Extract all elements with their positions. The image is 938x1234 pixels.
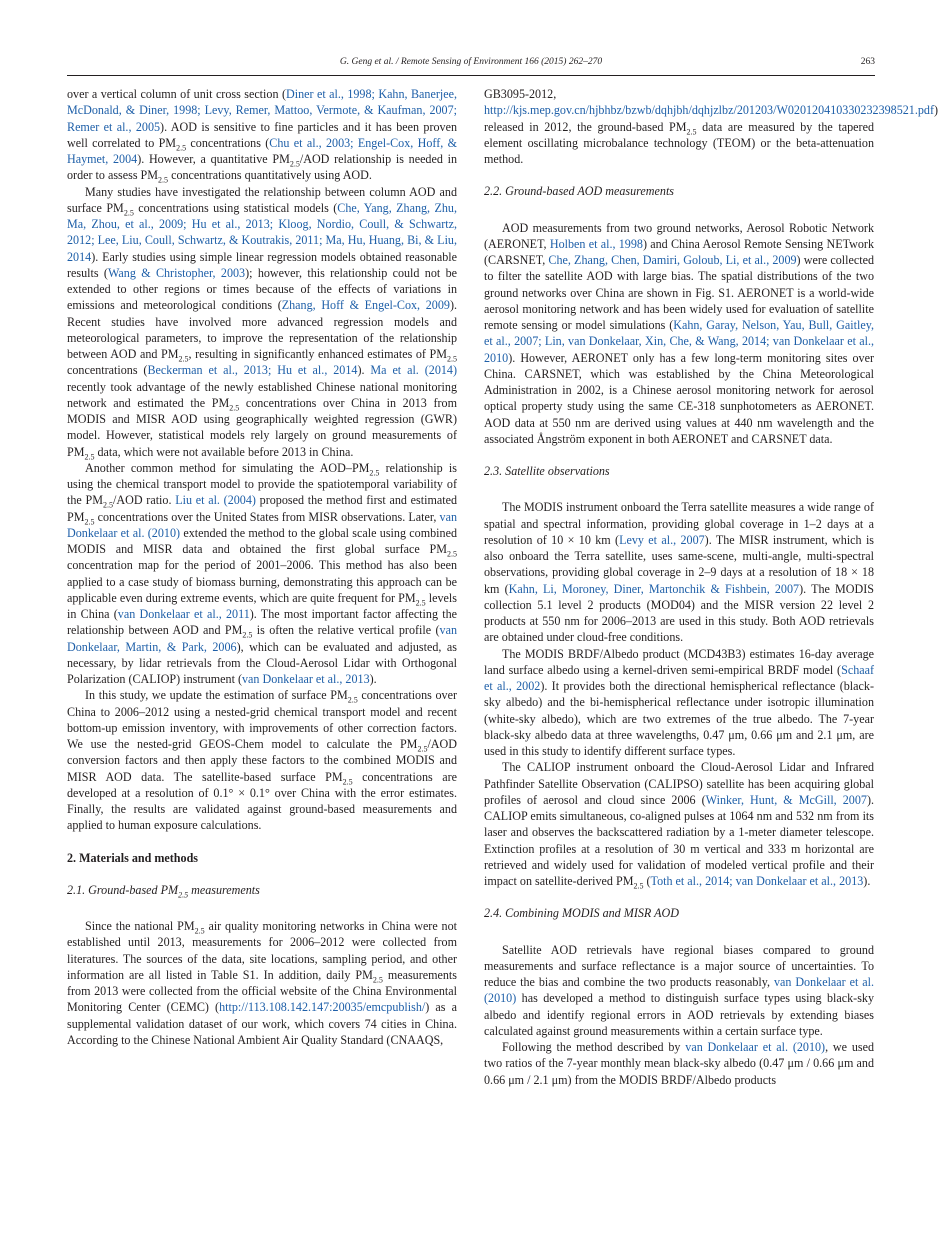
subscript: 2.5: [342, 776, 353, 786]
citation-link[interactable]: Wang & Christopher, 2003: [107, 265, 246, 280]
subscript: 2.5: [176, 143, 187, 153]
citation-link[interactable]: van Donkelaar et al., 2011: [117, 607, 250, 621]
subscript: 2.5: [84, 451, 95, 461]
paragraph: In this study, we update the estimation of surface $PM_{2.5}$ concentrations over China to 2006–2012 using a nested-grid chemical transport model and recent bottom-up emission inventory, with improvements of other correction factors. We use the nested-grid GEOS-Chem model to calculate the $PM_{2.5}$/AOD conversion factors and then apply these factors to the combined MODIS and MISR AOD data. The satellite-based surface $PM_{2.5}$ concentrations are developed at a resolution of 0.1° × 0.1° over China with the error estimates. Finally, the results are validated against ground-based measurements and applied to human exposure calculations.: [67, 688, 457, 833]
subscript: 2.5: [242, 630, 253, 640]
citation-link[interactable]: Zhang, Hoff & Engel-Cox, 2009: [281, 298, 450, 313]
subscript: 2.5: [633, 881, 644, 891]
running-header: [67, 57, 875, 73]
paragraph: GB3095-2012, http://kjs.mep.gov.cn/hjbhbz/bzwb/dqhjbh/dqhjzlbz/201203/W020120410330232398521.pdf) released in 2012, the ground-based $PM_{2.5}$ data are measured by the tapered element oscillating microbalance technology (TEOM) or the beta-attenuation method.: [484, 87, 938, 166]
citation-link[interactable]: Diner et al., 1998; Kahn, Banerjee, McDonald, & Diner, 1998; Levy, Remer, Mattoo, Vermote, & Kaufman, 2007; Remer et al., 2005: [67, 87, 457, 134]
subscript: 2.5: [447, 354, 457, 364]
subsection-heading: 2.4. Combining MODIS and MISR AOD: [484, 906, 679, 921]
subscript: 2.5: [372, 975, 383, 985]
subscript: 2.5: [686, 126, 697, 136]
paragraph: Following the method described by van Donkelaar et al. (2010), we used two ratios of the 7-year monthly mean black-sky albedo (0.47 μm / 0.66 μm and 0.66 μm / 2.1 μm) from the MODIS BRDF/Albedo products: [484, 1040, 874, 1087]
page-number: 263: [860, 57, 875, 67]
citation-link[interactable]: http://kjs.mep.gov.cn/hjbhbz/bzwb/dqhjbh/dqhjzlbz/201203/W020120410330232398521.pdf: [484, 103, 935, 118]
citation-link[interactable]: van Donkelaar et al. (2010): [685, 1040, 826, 1054]
citation-link[interactable]: Beckerman et al., 2013; Hu et al., 2014: [147, 363, 358, 378]
citation-link[interactable]: Winker, Hunt, & McGill, 2007: [705, 792, 867, 807]
subscript: 2.5: [178, 890, 189, 900]
subscript: 2.5: [158, 175, 169, 185]
subscript: 2.5: [84, 516, 95, 526]
paragraph: Satellite AOD retrievals have regional biases compared to ground measurements and surface reflectance is a major source of uncertainties. To reduce the bias and combine the two products reasonably, van Donkelaar et al. (2010) has developed a method to distinguish surface types using black-sky albedo and identify regional errors in AOD retrievals by extending biases calculated against ground measurements within a certain surface type.: [484, 942, 874, 1038]
citation-link[interactable]: Schaaf et al., 2002: [484, 662, 874, 693]
citation-link[interactable]: Kahn, Garay, Nelson, Yau, Bull, Gaitley, et al., 2007; Lin, van Donkelaar, Xin, Che, & Wang, 2014; van Donkelaar et al., 2010: [484, 318, 874, 365]
subscript: 2.5: [347, 695, 358, 705]
paragraph: AOD measurements from two ground networks, Aerosol Robotic Network (AERONET, Holben et al., 1998) and China Aerosol Remote Sensing NETwork (CARSNET, Che, Zhang, Chen, Damiri, Goloub, Li, et al., 2009) were collected to filter the satellite AOD with large bias. The spatial distributions of the two ground networks over China are shown in Fig. S1. AERONET is a world-wide aerosol monitoring network and has been widely used for evaluation of satellite remote sensing or model simulations (Kahn, Garay, Nelson, Yau, Bull, Gaitley, et al., 2007; Lin, van Donkelaar, Xin, Che, & Wang, 2014; van Donkelaar et al., 2010). However, AERONET only has a few long-term monitoring sites over China. CARSNET, which was established by the China Meteorological Administration in 2002, is a Chinese aerosol monitoring network for aerosol optical property study using the same CE-318 sunphotometers as AERONET. AOD data at 550 nm are derived using values at 440 nm wavelength and the associated Ångström exponent in both AERONET and CARSNET data.: [484, 220, 874, 446]
paragraph: The MODIS BRDF/Albedo product (MCD43B3) estimates 16-day average land surface albedo using a kernel-driven semi-empirical BRDF model (Schaaf et al., 2002). It provides both the directional hemispherical reflectance (black-sky albedo) and the bi-hemispherical reflectance under isotropic illumination (white-sky albedo), which are two extremes of the true albedo. The 7-year black-sky albedo data at three wavelengths, 0.47 μm, 0.66 μm and 2.1 μm, are used in this study to identify different surface types.: [484, 646, 874, 758]
subscript: 2.5: [194, 926, 205, 936]
citation-link[interactable]: van Donkelaar et al., 2013: [242, 672, 370, 686]
subscript: 2.5: [123, 208, 134, 218]
subscript: 2.5: [415, 598, 426, 608]
subscript: 2.5: [417, 744, 428, 754]
citation-link[interactable]: van Donkelaar et al. (2010): [484, 975, 874, 1006]
paragraph: Many studies have investigated the relationship between column AOD and surface $PM_{2.5}$ concentrations using statistical models (Che, Yang, Zhang, Zhu, Ma, Zhou, et al., 2009; Hu et al., 2013; Kloog, Nordio, Coull, & Schwartz, 2012; Lee, Liu, Coull, Schwartz, & Koutrakis, 2011; Ma, Hu, Huang, Bi, & Liu, 2014). Early studies using simple linear regression models obtained reasonable results (Wang & Christopher, 2003); however, this relationship could not be extended to other regions or times because of the effects of variations in emissions and meteorological conditions (Zhang, Hoff & Engel-Cox, 2009). Recent studies have involved more advanced regression models and meteorological parameters, to improve the representation of the relationship between AOD and $PM_{2.5}$, resulting in significantly enhanced estimates of $PM_{2.5}$ concentrations (Beckerman et al., 2013; Hu et al., 2014). Ma et al. (2014) recently took advantage of the newly established Chinese national monitoring network and estimated the $PM_{2.5}$ concentrations over China in 2013 from MODIS and MISR AOD using geographically weighted regression (GWR) model. However, statistical models rely largely on ground measurements of $PM_{2.5}$ data, which were not available before 2013 in China.: [67, 184, 457, 461]
citation-link[interactable]: Levy et al., 2007: [619, 532, 705, 547]
header-rule: [67, 75, 875, 76]
citation-link[interactable]: http://113.108.142.147:20035/emcpublish/: [219, 1000, 426, 1015]
citation-link[interactable]: Che, Yang, Zhang, Zhu, Ma, Zhou, et al., 2009; Hu et al., 2013; Kloog, Nordio, Coull, & Schwartz, 2012; Lee, Liu, Coull, Schwartz, & Koutrakis, 2011; Ma, Hu, Huang, Bi, & Liu, 2014: [67, 200, 457, 264]
subsection-heading: 2.3. Satellite observations: [484, 464, 610, 478]
subscript: 2.5: [289, 159, 300, 169]
running-title: G. Geng et al. / Remote Sensing of Environment 166 (2015) 262–270: [339, 57, 603, 67]
citation-link[interactable]: van Donkelaar et al. (2010): [67, 509, 457, 540]
section-heading: 2. Materials and methods: [67, 850, 199, 865]
citation-link[interactable]: Chu et al., 2003; Engel-Cox, Hoff, & Haymet, 2004: [67, 135, 457, 166]
subscript: 2.5: [178, 354, 189, 364]
subscript: 2.5: [103, 500, 113, 510]
paragraph: over a vertical column of unit cross section (Diner et al., 1998; Kahn, Banerjee, McDonald, & Diner, 1998; Levy, Remer, Mattoo, Vermote, & Kaufman, 2007; Remer et al., 2005). AOD is sensitive to fine particles and it has been proven well correlated to $PM_{2.5}$ concentrations (Chu et al., 2003; Engel-Cox, Hoff, & Haymet, 2004). However, a quantitative $PM_{2.5}$/AOD relationship is needed in order to assess $PM_{2.5}$ concentrations quantitatively using AOD.: [67, 87, 457, 185]
citation-link[interactable]: Ma et al. (2014): [370, 363, 457, 378]
subscript: 2.5: [369, 468, 380, 478]
citation-link[interactable]: Toth et al., 2014; van Donkelaar et al., 2013: [650, 874, 864, 888]
paragraph: The MODIS instrument onboard the Terra satellite measures a wide range of spatial and spectral information, providing global coverage in 1–2 days at a resolution of 10 × 10 km (Levy et al., 2007). The MISR instrument, which is also onboard the Terra satellite, uses same-scene, multi-angle, multi-spectral observations, providing global coverage in 2–9 days at a resolution of 18 × 18 km (Kahn, Li, Moroney, Diner, Martonchik & Fishbein, 2007). The MODIS collection 5.1 level 2 products (MOD04) and the MISR version 22 level 2 products at 550 nm for 2006–2013 are used in this study. Both AOD retrievals are obtained under cloud-free conditions.: [484, 500, 875, 645]
paragraph: Another common method for simulating the AOD–$PM_{2.5}$ relationship is using the chemical transport model to provide the spatiotemporal variability of the $PM_{2.5}$/AOD ratio. Liu et al. (2004) proposed the method first and estimated $PM_{2.5}$ concentrations over the United States from MISR observations. Later, van Donkelaar et al. (2010) extended the method to the global scale using combined MODIS and MISR data and obtained the first global surface $PM_{2.5}$ concentration map for the period of 2001–2006. This method has also been applied to a case study of biomass burning, demonstrating this approach can be applicable even during extreme events, which are quite frequent for $PM_{2.5}$ levels in China (van Donkelaar et al., 2011). The most important factor affecting the relationship between AOD and $PM_{2.5}$ is often the relative vertical profile (van Donkelaar, Martin, & Park, 2006), which can be evaluated and adjusted, as necessary, by lidar retrievals from the Cloud-Aerosol Lidar with Orthogonal Polarization (CALIOP) instrument (van Donkelaar et al., 2013).: [67, 460, 458, 686]
citation-link[interactable]: Che, Zhang, Chen, Damiri, Goloub, Li, et al., 2009: [548, 253, 797, 267]
subsection-heading: 2.2. Ground-based AOD measurements: [484, 184, 675, 199]
right-column: [484, 86, 938, 1088]
left-column: [67, 86, 457, 1048]
citation-link[interactable]: Liu et al. (2004): [175, 493, 256, 508]
subscript: 2.5: [447, 549, 457, 559]
subscript: 2.5: [229, 403, 240, 413]
citation-link[interactable]: Kahn, Li, Moroney, Diner, Martonchik & Fishbein, 2007: [508, 581, 800, 596]
citation-link[interactable]: van Donkelaar, Martin, & Park, 2006: [67, 623, 457, 654]
paragraph: Since the national $PM_{2.5}$ air quality monitoring networks in China were not established until 2013, measurements for 2006–2012 were collected from literatures. The sources of the data, site locations, sampling period, and other information are all listed in Table S1. In addition, daily $PM_{2.5}$ measurements from 2013 were collected from the official website of the China Environmental Monitoring Center (CEMC) (http://113.108.142.147:20035/emcpublish/) as a supplemental validation dataset of our work, which covers 74 cities in China. According to the Chinese National Ambient Air Quality Standard (CNAAQS,: [67, 919, 458, 1047]
subsection-heading: 2.1. Ground-based $PM_{2.5}$ measurements: [67, 882, 260, 900]
citation-link[interactable]: Holben et al., 1998: [549, 236, 643, 251]
paragraph: The CALIOP instrument onboard the Cloud-Aerosol Lidar and Infrared Pathfinder Satellite Observation (CALIPSO) satellite has been acquiring global profiles of aerosol and cloud since 2006 (Winker, Hunt, & McGill, 2007). CALIOP emits simultaneous, co-aligned pulses at 1064 nm and 532 nm from its laser and observes the backscattered radiation by a 1-meter diameter telescope. Extinction profiles at a resolution of 30 m vertical and 333 m horizontal are retrieved and widely used for validation of modeled vertical profile and their impact on satellite-derived $PM_{2.5}$ (Toth et al., 2014; van Donkelaar et al., 2013).: [484, 760, 875, 891]
